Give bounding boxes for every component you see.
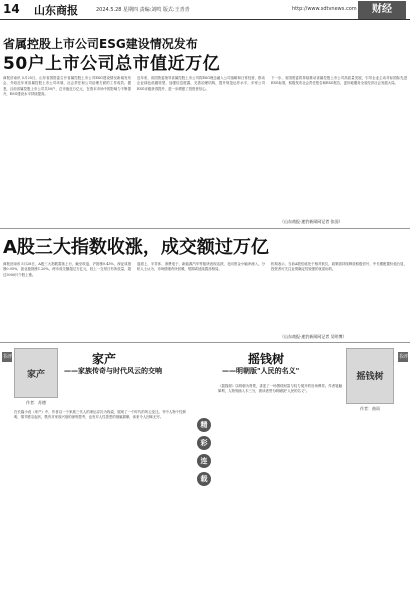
right-section-tag: 书评: [398, 354, 409, 360]
article1-column-2: 近年来，省国资委指导省属控股上市公司将ESG理念融入公司战略和日常经营，推动企业绿色低碳转型，加强信息披露，完善治理结构，提升规范运作水平，多家公司ESG评级获得提升，进一步增强了投资者信心。: [137, 76, 265, 91]
separator-1: [0, 228, 410, 229]
right-book-cover-title: 摇钱树: [356, 372, 384, 382]
right-book-excerpt: 《摇钱树》以明朝为背景，讲述了一场围绕财富与权力展开的官场博弈。作者笔触犀利，人物刻画入木三分，被读者誉为明朝版"人民的名义"。: [218, 384, 342, 394]
article2-column-2: 盘面上，半导体、消费电子、新能源汽车等板块表现活跃，北向资金小幅净流入。分析人士认为，市场情绪有所回暖，短期或延续震荡格局。: [137, 262, 265, 272]
page-number: 14: [3, 2, 20, 16]
article1-subhead: 省属控股上市公司ESG建设情况发布: [3, 37, 198, 51]
separator-2: [0, 342, 410, 343]
issue-date: 2024.5.28 星期四 责编:刘鸣 版式:王青青: [96, 7, 190, 13]
paper-name: 山东商报: [34, 4, 78, 17]
left-book-author: 作者：苏德: [26, 400, 46, 405]
right-book-subtitle: ——明朝版"人民的名义": [222, 367, 300, 375]
article1-column-1: 商报济南讯 5月25日，山东省国资委召开省属控股上市公司ESG建设情况新闻发布会，介绍近年来省属控股上市公司环境、社会责任和公司治理方面的工作成效。据悉，目前省属控股上市公司共50户，总市值近万亿元，在资本市场中的影响力不断提升，ESG建设水平持续提高。: [3, 76, 131, 97]
right-book-cover: [346, 348, 394, 404]
right-book-author: 作者：曲雨: [360, 406, 380, 411]
article2-column-1: 商报济南讯 5月28日，A股三大指数震荡上行，截至收盘，沪指涨0.43%，深证成指涨0.95%，创业板指涨1.20%。两市成交额超过万亿元，较上一交易日有所放量，超过3000只个股上涨。: [3, 262, 131, 277]
article2-headline: A股三大指数收涨，成交额过万亿: [3, 237, 269, 258]
article2-column-3: 机构表示，当前A股估值处于相对低位，政策面持续释放积极信号，中长期配置价值凸显，投资者可关注业绩确定性较强的优质标的。: [271, 262, 407, 272]
page-header: [0, 0, 410, 20]
badge-char-4: 载: [197, 472, 211, 486]
article1-column-3: 下一步，省国资委将持续推动省属控股上市公司高质量发展，引导企业主动对标国际先进ESG标准，积极发布社会责任报告和ESG报告，更好地服务全省经济社会发展大局。: [271, 76, 407, 86]
left-book-cover: [14, 348, 58, 398]
article2-byline: （山东商报·速豹新闻网记者 吴明博）: [280, 334, 347, 339]
left-book-title: 家产: [92, 352, 117, 366]
left-book-cover-title: 家产: [26, 370, 45, 380]
paper-url[interactable]: http://www.sdtvnews.com: [292, 6, 357, 12]
article1-byline: （山东商报·速豹新闻网记者 张国）: [280, 219, 343, 224]
left-section-tag: 书评: [2, 354, 13, 360]
badge-char-1: 精: [197, 418, 211, 432]
right-book-title: 摇钱树: [248, 352, 285, 366]
article1-headline: 50户上市公司总市值近万亿: [3, 54, 221, 74]
section-tag: 财经: [358, 1, 406, 19]
left-book-subtitle: ——家族传奇与时代风云的交响: [64, 367, 162, 375]
left-book-excerpt: 在长篇小说《家产》中，作者以一个家族三代人的命运浮沉为线索，展现了一个时代的风云变迁。书中人物个性鲜明，情节跌宕起伏，既有对家族兴衰的深刻思考，也有对人性善恶的细腻描摹，读来令人回味无穷。: [14, 410, 186, 420]
badge-char-2: 彩: [197, 436, 211, 450]
badge-char-3: 连: [197, 454, 211, 468]
